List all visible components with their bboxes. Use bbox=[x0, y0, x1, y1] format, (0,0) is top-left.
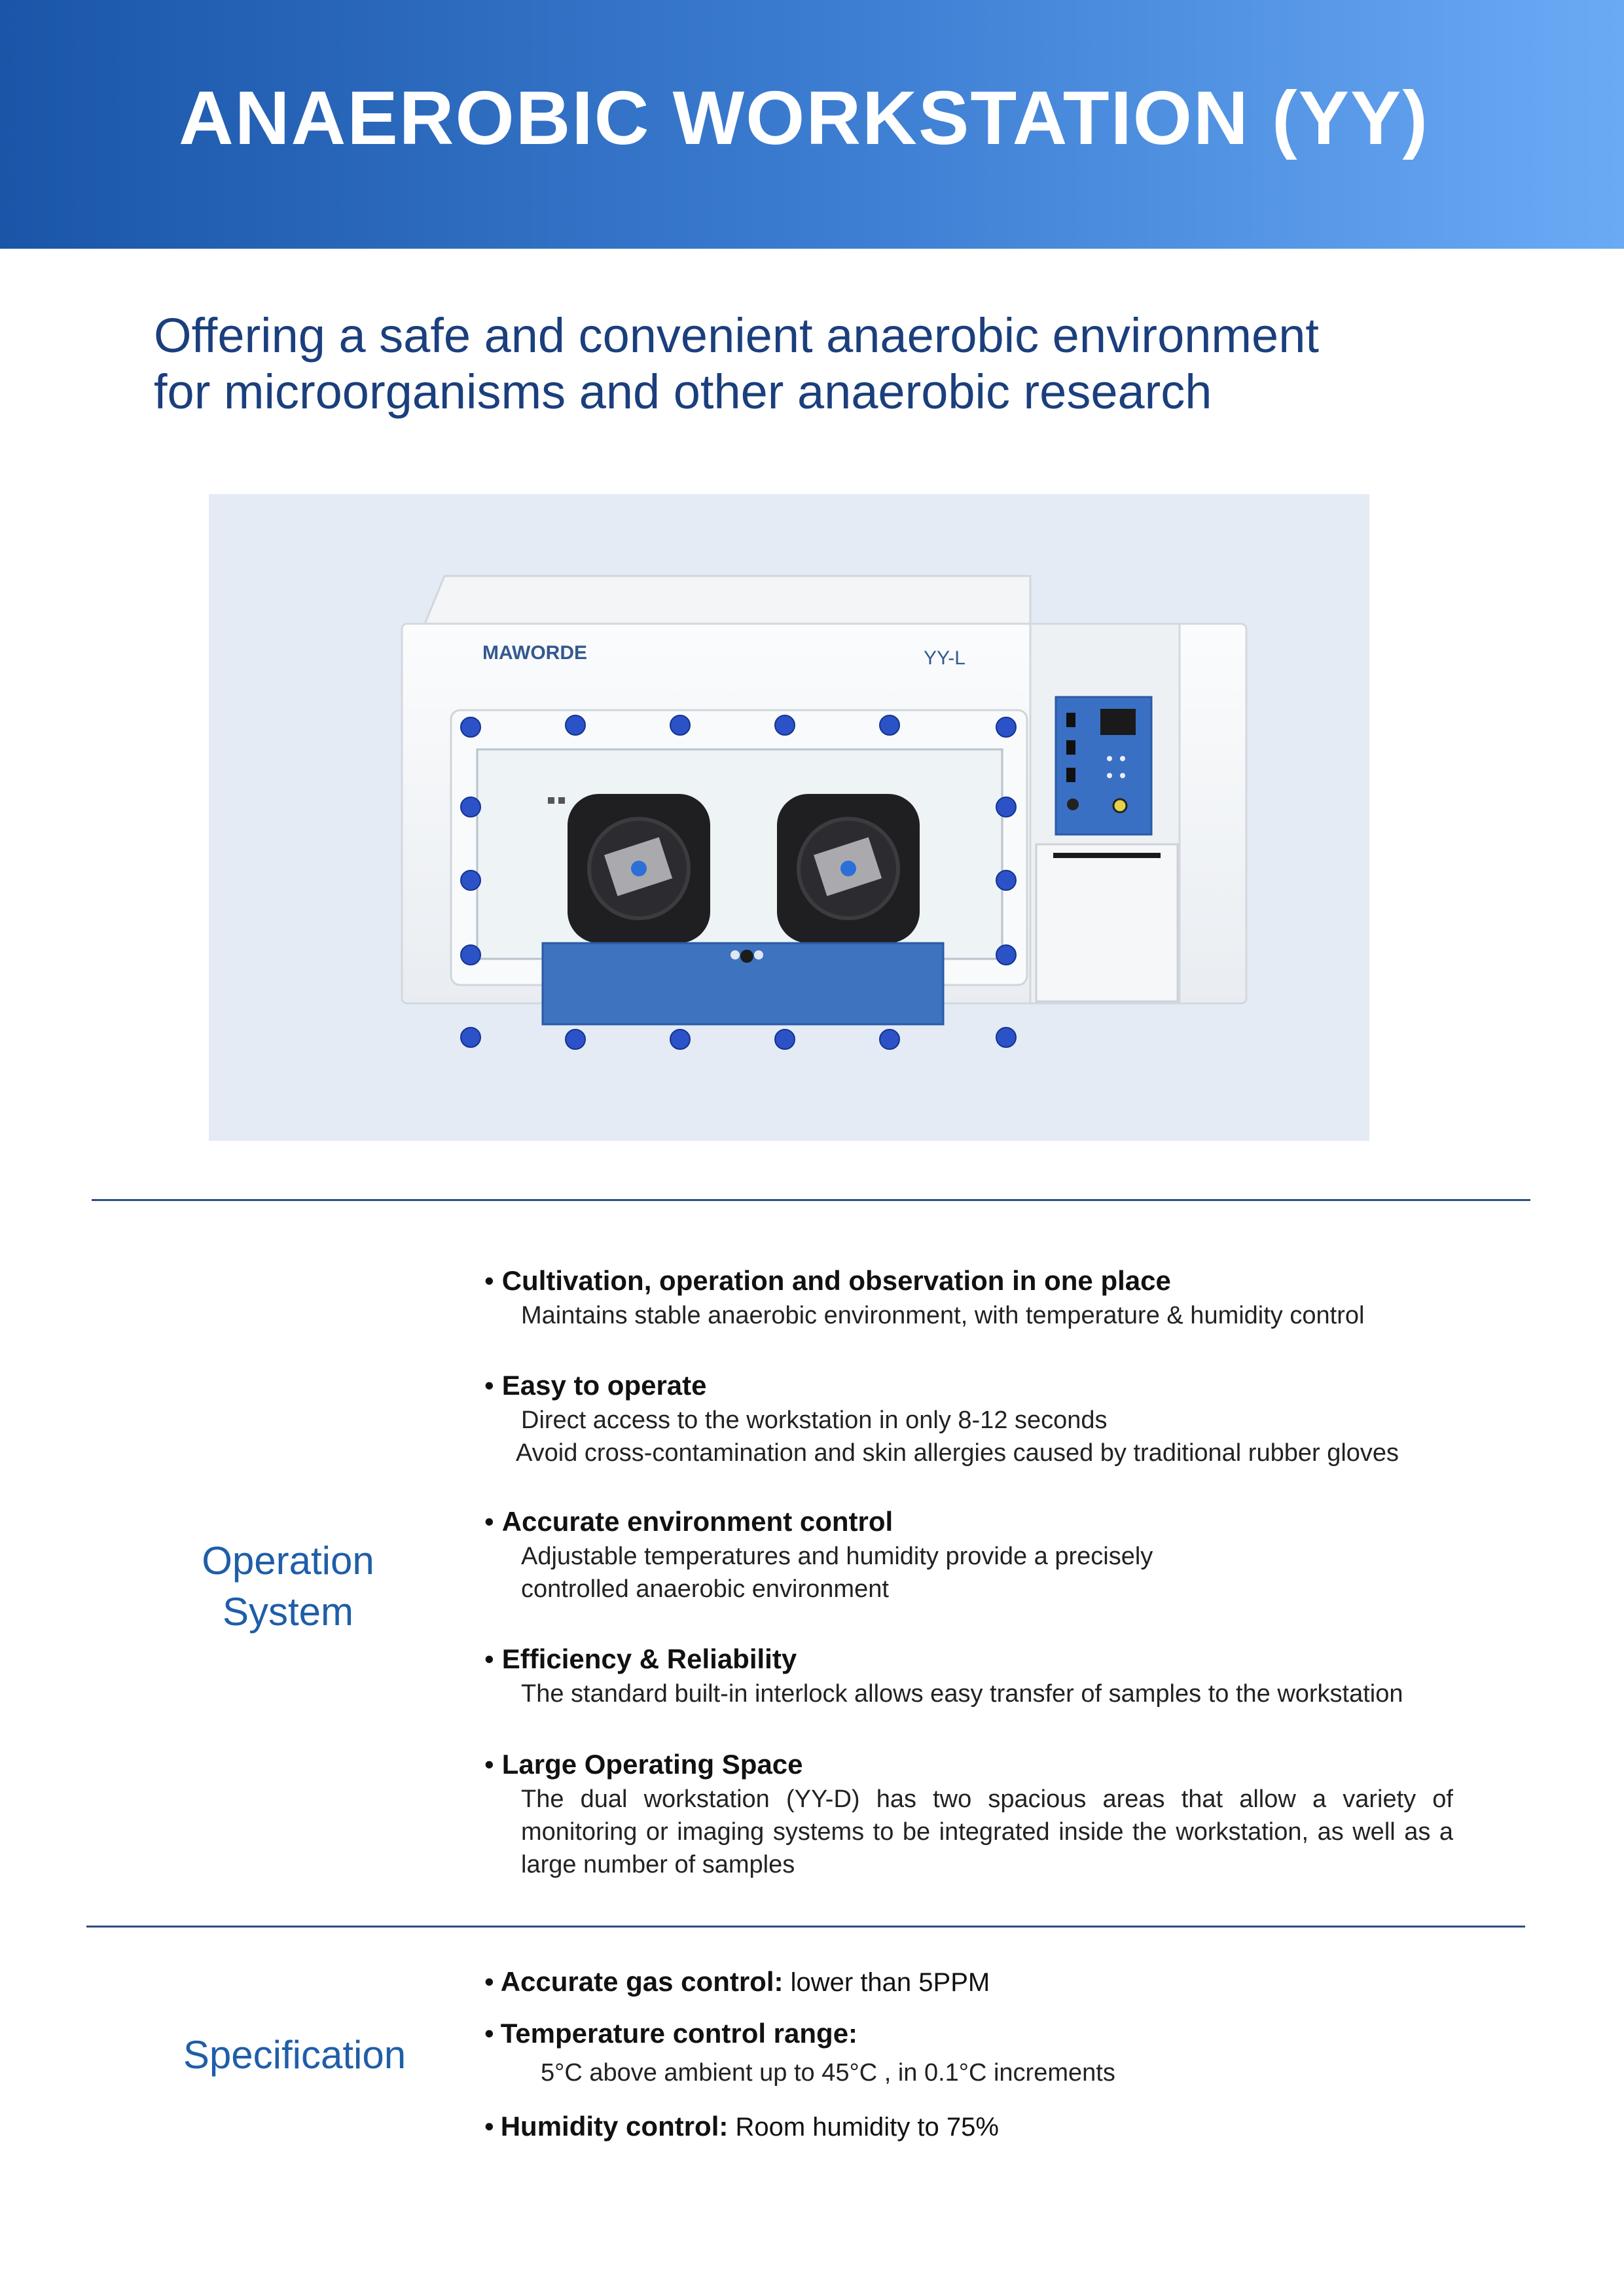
operation-label-line-1: Operation bbox=[202, 1539, 374, 1583]
divider-top bbox=[92, 1199, 1530, 1201]
feature-item bbox=[484, 1503, 1506, 1605]
operation-system-label bbox=[151, 1535, 425, 1638]
divider-bottom bbox=[86, 1926, 1525, 1928]
feature-line: Direct access to the workstation in only 8-12 seconds bbox=[521, 1407, 1108, 1434]
bullet-icon: • bbox=[484, 1265, 494, 1296]
spec-item bbox=[484, 1964, 990, 2001]
feature-item bbox=[484, 1641, 1506, 1710]
interlock-drawer bbox=[1036, 844, 1178, 1001]
bullet-icon: • bbox=[484, 2111, 494, 2142]
feature-line: controlled anaerobic environment bbox=[521, 1575, 889, 1603]
tagline bbox=[154, 308, 1528, 420]
tagline-line-1: Offering a safe and convenient anaerobic environment bbox=[154, 308, 1319, 363]
page-title: ANAEROBIC WORKSTATION (YY) bbox=[179, 75, 1430, 160]
bullet-icon: • bbox=[484, 1370, 494, 1401]
feature-title: Accurate environment control bbox=[501, 1506, 893, 1537]
bullet-icon: • bbox=[484, 1966, 494, 1997]
feature-line: Maintains stable anaerobic environment, with temperature & humidity control bbox=[521, 1302, 1365, 1329]
feature-item bbox=[484, 1746, 1506, 1881]
spec-subline: 5°C above ambient up to 45°C , in 0.1°C increments bbox=[541, 2059, 1115, 2087]
feature-line: Adjustable temperatures and humidity provide a precisely bbox=[521, 1543, 1153, 1570]
product-photo bbox=[209, 494, 1369, 1141]
spec-value: lower than 5PPM bbox=[783, 1968, 990, 1997]
spec-key: Accurate gas control: bbox=[500, 1966, 784, 1997]
brand-label: MAWORDE bbox=[482, 642, 587, 664]
tagline-line-2: for microorganisms and other anaerobic research bbox=[154, 365, 1212, 419]
bullet-icon: • bbox=[484, 1749, 494, 1780]
glass-window bbox=[477, 749, 1002, 959]
spec-key: Humidity control: bbox=[500, 2111, 729, 2142]
feature-title: Efficiency & Reliability bbox=[501, 1643, 797, 1674]
feature-item bbox=[484, 1367, 1506, 1469]
header-banner bbox=[0, 0, 1624, 249]
bullet-icon: • bbox=[484, 2018, 494, 2049]
specification-label: Specification bbox=[183, 2033, 406, 2077]
spec-key: Temperature control range: bbox=[500, 2018, 858, 2049]
spec-value: Room humidity to 75% bbox=[728, 2113, 999, 2142]
feature-line: The standard built-in interlock allows easy transfer of samples to the workstation bbox=[521, 1680, 1403, 1708]
bullet-icon: • bbox=[484, 1506, 494, 1537]
display-screen bbox=[1100, 709, 1136, 735]
workstation-illustration bbox=[209, 494, 1369, 1141]
feature-item bbox=[484, 1263, 1506, 1332]
spec-item bbox=[484, 2108, 999, 2145]
operation-label-line-2: System bbox=[222, 1590, 354, 1634]
model-label: YY-L bbox=[924, 647, 965, 669]
feature-paragraph: The dual workstation (YY-D) has two spacious areas that allow a variety of monitoring or imaging systems to be integrated inside the workstation, as well as a large number of samples bbox=[521, 1785, 1453, 1878]
bullet-icon: • bbox=[484, 1643, 494, 1674]
spec-item bbox=[484, 2015, 857, 2052]
power-knob bbox=[1113, 799, 1127, 812]
feature-title: Large Operating Space bbox=[501, 1749, 803, 1780]
feature-title: Cultivation, operation and observation in one place bbox=[501, 1265, 1171, 1296]
feature-line: Avoid cross-contamination and skin allergies caused by traditional rubber gloves bbox=[516, 1439, 1399, 1467]
feature-title: Easy to operate bbox=[501, 1370, 707, 1401]
